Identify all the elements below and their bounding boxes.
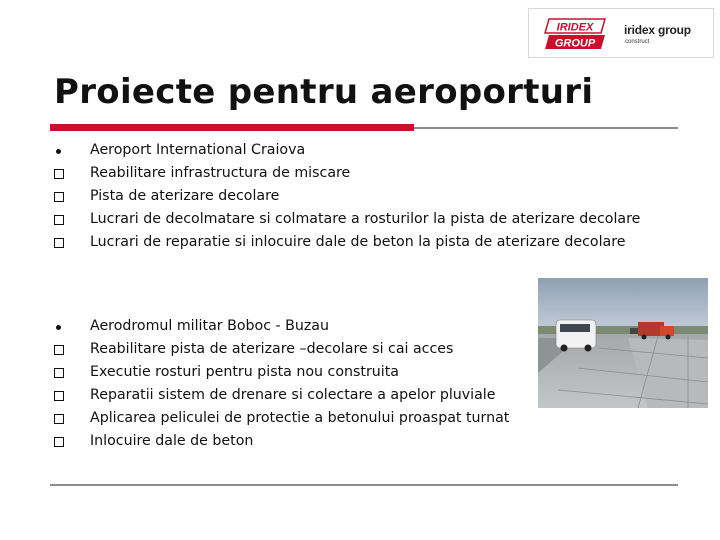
bullet-dot-icon [56,325,61,330]
bullet-square-icon [54,215,64,225]
title-underline-red [50,124,414,131]
list-item [50,385,650,408]
list-item [50,186,650,209]
logo-subtitle: construct [625,39,650,45]
badge-line1: IRIDEX [556,21,594,34]
list-item-text: Lucrari de decolmatare si colmatare a rosturilor la pista de aterizare decolare [90,211,641,227]
list-item-text: Pista de aterizare decolare [90,188,280,204]
list-item [50,163,650,186]
list-item-text: Inlocuire dale de beton [90,433,254,449]
project-list-craiova [50,140,650,255]
list-item-text: Reparatii sistem de drenare si colectare a apelor pluviale [90,387,496,403]
company-logo [528,8,714,58]
list-item-text: Reabilitare infrastructura de miscare [90,165,351,181]
bullet-square-icon [54,345,64,355]
logo-name: iridex group [624,23,691,37]
slide-title: Proiecte pentru aeroporturi [54,72,594,112]
list-item [50,408,650,431]
list-item [50,339,650,362]
badge-line2: GROUP [554,37,596,50]
project-list-boboc [50,316,650,454]
bullet-square-icon [54,437,64,447]
list-item-text: Lucrari de reparatie si inlocuire dale de beton la pista de aterizare decolare [90,234,626,250]
list-item [50,140,650,163]
bullet-square-icon [54,391,64,401]
list-item [50,316,650,339]
list-item-text: Executie rosturi pentru pista nou construita [90,364,399,380]
list-item-text: Aerodromul militar Boboc - Buzau [90,318,329,334]
footer-divider [50,484,678,486]
bullet-square-icon [54,414,64,424]
bullet-square-icon [54,169,64,179]
bullet-square-icon [54,238,64,248]
list-item-text: Aplicarea peliculei de protectie a betonului proaspat turnat [90,410,510,426]
list-item-text: Aeroport International Craiova [90,142,306,158]
list-item [50,232,650,255]
list-item [50,209,650,232]
list-item [50,362,650,385]
bullet-square-icon [54,192,64,202]
bullet-square-icon [54,368,64,378]
list-item-text: Reabilitare pista de aterizare –decolare si cai acces [90,341,454,357]
list-item [50,431,650,454]
iridex-badge-logo [543,17,607,51]
bullet-dot-icon [56,149,61,154]
